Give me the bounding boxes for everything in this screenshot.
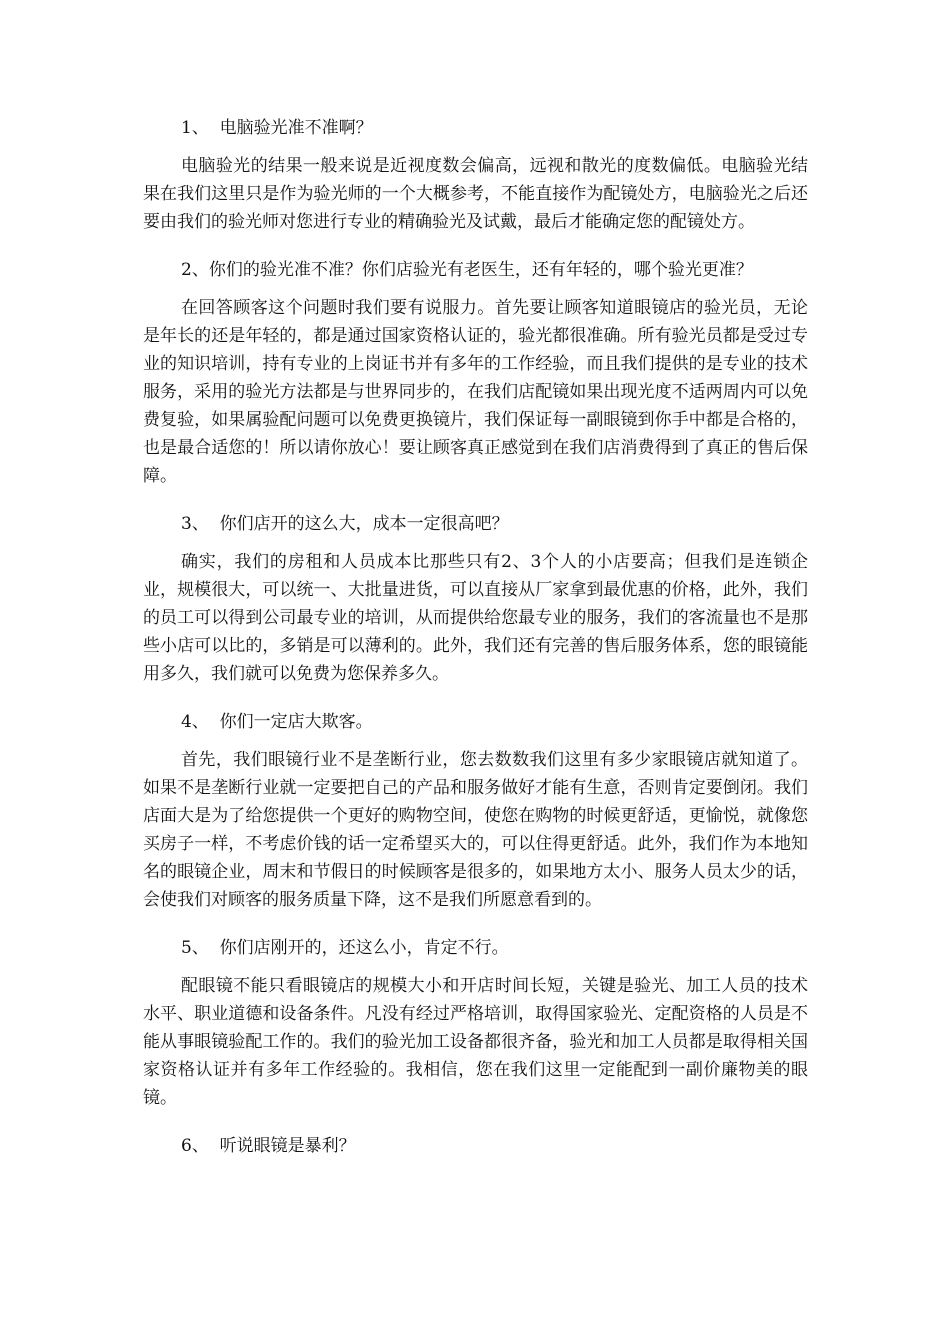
answer-2: 在回答顾客这个问题时我们要有说服力。首先要让顾客知道眼镜店的验光员，无论是年长的还是年轻的，都是通过国家资格认证的，验光都很准确。所有验光员都是受过专业的知识培训，持有专业的上岗证书并有多年的工作经验，而且我们提供的是专业的技术服务，采用的验光方法都是与世界同步的，在我们店配镜如果出现光度不适两周内可以免费复验，如果属验配问题可以免费更换镜片，我们保证每一副眼镜到你手中都是合格的，也是最合适您的！所以请你放心！要让顾客真正感觉到在我们店消费得到了真正的售后保障。 [143, 298, 808, 486]
question-5: 5、 你们店刚开的，还这么小，肯定不行。 [181, 938, 509, 958]
answer-3: 确实，我们的房租和人员成本比那些只有2、3个人的小店要高；但我们是连锁企业，规模很大，可以统一、大批量进货，可以直接从厂家拿到最优惠的价格，此外，我们的员工可以得到公司最专业的培训，从而提供给您最专业的服务，我们的客流量也不是那些小店可以比的，多销是可以薄利的。此外，我们还有完善的售后服务体系，您的眼镜能用多久，我们就可以免费为您保养多久。 [143, 552, 808, 684]
question-2: 2、你们的验光准不准？你们店验光有老医生，还有年轻的，哪个验光更准？ [181, 260, 753, 280]
answer-1: 电脑验光的结果一般来说是近视度数会偏高，远视和散光的度数偏低。电脑验光结果在我们这里只是作为验光师的一个大概参考，不能直接作为配镜处方，电脑验光之后还要由我们的验光师对您进行专业的精确验光及试戴，最后才能确定您的配镜处方。 [143, 156, 808, 232]
question-4: 4、 你们一定店大欺客。 [181, 712, 373, 732]
answer-4: 首先，我们眼镜行业不是垄断行业，您去数数我们这里有多少家眼镜店就知道了。如果不是垄断行业就一定要把自己的产品和服务做好才能有生意，否则肯定要倒闭。我们店面大是为了给您提供一个更好的购物空间，使您在购物的时候更舒适，更愉悦，就像您买房子一样，不考虑价钱的话一定希望买大的，可以住得更舒适。此外，我们作为本地知名的眼镜企业，周末和节假日的时候顾客是很多的，如果地方太小、服务人员太少的话，会使我们对顾客的服务质量下降，这不是我们所愿意看到的。 [143, 750, 808, 910]
document-body [143, 104, 808, 1170]
question-1: 1、 电脑验光准不准啊？ [181, 118, 373, 138]
question-6: 6、 听说眼镜是暴利？ [181, 1136, 356, 1156]
answer-5: 配眼镜不能只看眼镜店的规模大小和开店时间长短，关键是验光、加工人员的技术水平、职业道德和设备条件。凡没有经过严格培训，取得国家验光、定配资格的人员是不能从事眼镜验配工作的。我们的验光加工设备都很齐备，验光和加工人员都是取得相关国家资格认证并有多年工作经验的。我相信，您在我们这里一定能配到一副价廉物美的眼镜。 [143, 976, 808, 1108]
question-3: 3、 你们店开的这么大，成本一定很高吧？ [181, 514, 509, 534]
